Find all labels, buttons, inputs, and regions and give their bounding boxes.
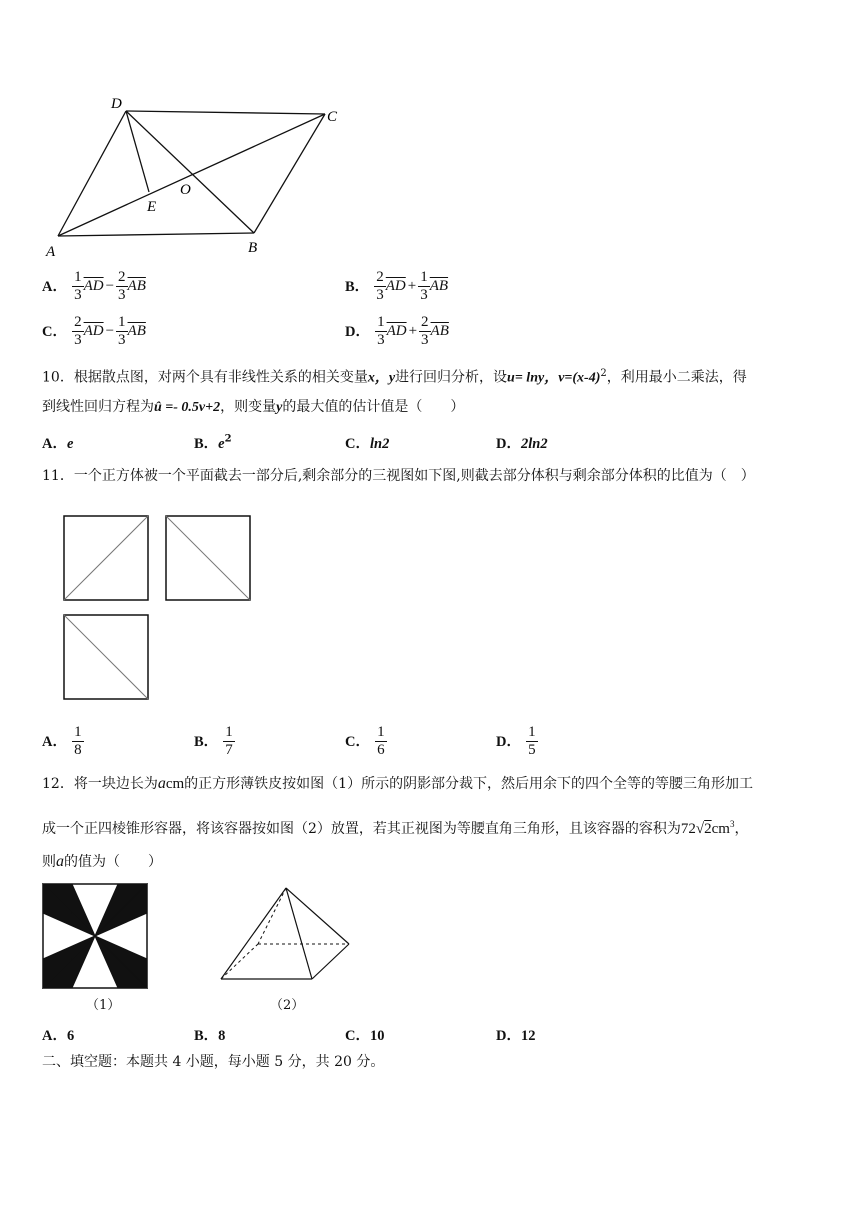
q10-option-c[interactable]: C．ln2 xyxy=(345,436,390,452)
fraction: $\frac{2}{3}$ xyxy=(74,314,82,348)
vector-AB: $\overline{AB}$ xyxy=(429,278,449,294)
label-E: E xyxy=(147,199,157,215)
q9-option-d[interactable]: D． $\frac{1}{3}$ $\overline{AD}$ + $\frac{2}{3}$ $\overline{AB}$ xyxy=(345,314,449,348)
diagonal-AC xyxy=(58,114,325,236)
base-right-edge xyxy=(312,944,349,979)
q12-option-c[interactable]: C．10 xyxy=(345,1028,385,1044)
q10-line1: 10．根据散点图，对两个具有非线性关系的相关变量x，y进行回归分析，设u= lny，$v=(x-4)^2$，利用最小二乘法，得 xyxy=(42,368,747,386)
q12-option-b[interactable]: B．8 xyxy=(194,1028,226,1044)
label-O: O xyxy=(180,182,191,198)
option-letter: A． xyxy=(42,279,67,295)
q11-text: 11．一个正方体被一个平面截去一部分后,剩余部分的三视图如下图,则截去部分体积与剩余部分体积的比值为（ ） xyxy=(42,468,755,484)
fraction: $\frac{1}{3}$ xyxy=(377,314,385,348)
parallelogram-figure xyxy=(40,92,350,262)
lateral-edge xyxy=(221,888,286,979)
fraction: $\frac{2}{3}$ xyxy=(421,314,429,348)
q11-option-d[interactable]: D． $\frac{1}{5}$ xyxy=(496,724,536,758)
segment-CD xyxy=(126,111,325,114)
vector-AD: $\overline{AD}$ xyxy=(83,278,104,294)
q11-option-a[interactable]: A． $\frac{1}{8}$ xyxy=(42,724,82,758)
fraction: $\frac{1}{3}$ xyxy=(74,269,82,303)
segment-DE xyxy=(126,111,149,192)
top-view-diagonal xyxy=(64,615,148,699)
segment-AB xyxy=(58,233,254,236)
volume-value: $72√2cm^3$ xyxy=(680,819,735,837)
fig1-caption: （1） xyxy=(86,998,121,1013)
q12-option-d[interactable]: D．12 xyxy=(496,1028,536,1044)
q9-option-c[interactable]: C． $\frac{2}{3}$ $\overline{AD}$ − $\frac{1}{3}$ $\overline{AB}$ xyxy=(42,314,146,348)
regression-equation: û =- 0.5v+2 xyxy=(154,400,221,415)
q12-line2: 成一个正四棱锥形容器，将该容器按如图（2）放置，若其正视图为等腰直角三角形，且该容器的容积为$72√2cm^3$， xyxy=(42,819,749,837)
label-A: A xyxy=(46,244,56,260)
diagonal-BD xyxy=(126,111,254,233)
q10-option-b[interactable]: B．$e^2$ xyxy=(194,433,232,452)
vector-AB: $\overline{AB}$ xyxy=(127,278,146,294)
q11-option-c[interactable]: C． $\frac{1}{6}$ xyxy=(345,724,385,758)
fraction: $\frac{1}{3}$ xyxy=(118,314,126,348)
pyramid-figure xyxy=(218,885,354,985)
q9-option-b[interactable]: B． $\frac{2}{3}$ $\overline{AD}$ + $\frac{1}{3}$ $\overline{AB}$ xyxy=(345,269,449,303)
vector-AD: $\overline{AD}$ xyxy=(83,323,104,339)
hidden-lateral-edge xyxy=(258,888,286,944)
q12-option-a[interactable]: A．6 xyxy=(42,1028,75,1044)
lateral-edge xyxy=(286,888,312,979)
option-letter: C． xyxy=(42,324,67,340)
q12-line1: 12．将一块边长为acm的正方形薄铁皮按如图（1）所示的阴影部分裁下，然后用余下的四个全等的等腰三角形加工 xyxy=(42,775,754,792)
fig2-caption: （2） xyxy=(270,998,305,1013)
label-C: C xyxy=(327,109,338,125)
segment-BC xyxy=(254,114,325,233)
three-view-figure xyxy=(60,512,260,704)
fraction: $\frac{2}{3}$ xyxy=(118,269,126,303)
fraction: $\frac{2}{3}$ xyxy=(376,269,384,303)
vector-AD: $\overline{AD}$ xyxy=(385,278,406,294)
label-D: D xyxy=(111,96,122,112)
vector-AB: $\overline{AB}$ xyxy=(430,323,449,339)
segment-DA xyxy=(58,111,126,236)
cut-square-figure xyxy=(42,883,148,989)
hidden-base-edge xyxy=(221,944,258,979)
lateral-edge xyxy=(286,888,349,944)
option-letter: B． xyxy=(345,279,370,295)
fraction: $\frac{1}{3}$ xyxy=(420,269,428,303)
q10-option-a[interactable]: A．e xyxy=(42,436,74,452)
q9-option-a[interactable]: A． $\frac{1}{3}$ $\overline{AD}$ − $\frac{2}{3}$ $\overline{AB}$ xyxy=(42,269,146,303)
q10-option-d[interactable]: D．2ln2 xyxy=(496,436,548,452)
q10-line2: 到线性回归方程为û =- 0.5v+2，则变量y的最大值的估计值是（ ） xyxy=(42,399,465,415)
q12-line3: 则a的值为（ ） xyxy=(42,853,162,870)
option-letter: D． xyxy=(345,324,370,340)
vector-AB: $\overline{AB}$ xyxy=(127,323,146,339)
label-B: B xyxy=(248,240,258,256)
vector-AD: $\overline{AD}$ xyxy=(386,323,407,339)
side-view-diagonal xyxy=(166,516,250,600)
front-view-diagonal xyxy=(64,516,148,600)
section-heading: 二、填空题：本题共 4 小题，每小题 5 分，共 20 分。 xyxy=(42,1054,385,1070)
q11-option-b[interactable]: B． $\frac{1}{7}$ xyxy=(194,724,233,758)
